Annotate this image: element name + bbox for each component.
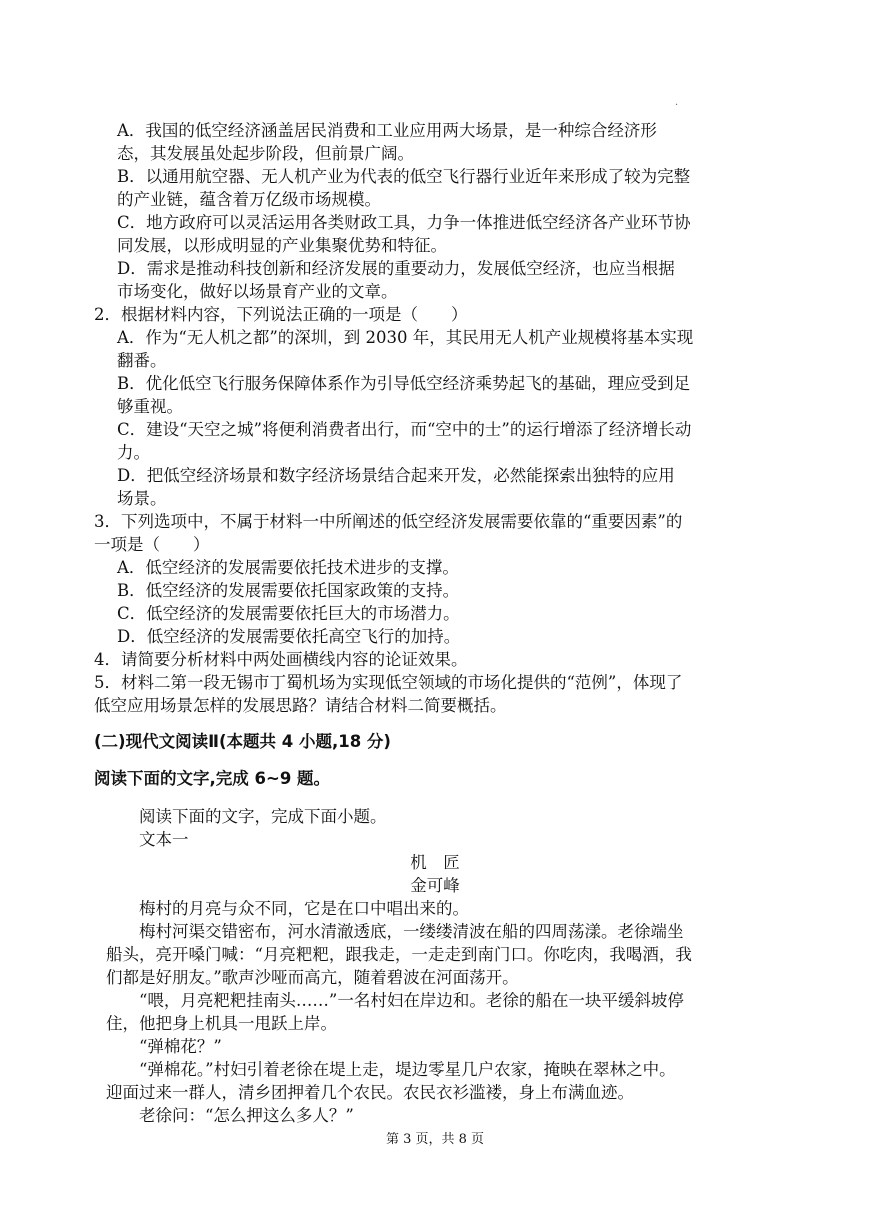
q3-option-b: B．低空经济的发展需要依托国家政策的支持。 <box>117 581 460 600</box>
q1-option-d-line2: 市场变化，做好以场景育产业的文章。 <box>117 282 398 301</box>
q3-option-d: D．低空经济的发展需要依托高空飞行的加持。 <box>117 627 461 646</box>
q2-option-b-line2: 够重视。 <box>117 397 183 416</box>
story-paragraph-6: 老徐问：“怎么押这么多人？” <box>139 1106 354 1125</box>
q2-option-a-line2: 翻番。 <box>117 351 167 370</box>
q1-option-a-line2: 态，其发展虽处起步阶段，但前景广阔。 <box>117 144 414 163</box>
q2-option-c-line1: C．建设“天空之城”将便利消费者出行，而“空中的士”的运行增添了经济增长动 <box>117 420 692 439</box>
story-author: 金可峰 <box>410 876 460 895</box>
story-paragraph-2-line2: 船头，亮开嗓门喊：“月亮粑粑，跟我走，一走走到南门口。你吃肉，我喝酒，我 <box>106 945 692 964</box>
q2-option-b-line1: B．优化低空飞行服务保障体系作为引导低空经济乘势起飞的基础，理应受到足 <box>117 374 691 393</box>
q3-stem-line1: 3．下列选项中，不属于材料一中所阐述的低空经济发展需要依靠的“重要因素”的 <box>94 512 683 531</box>
q1-option-c-line1: C．地方政府可以灵活运用各类财政工具，力争一体推进低空经济各产业环节协 <box>117 213 691 232</box>
q2-option-d-line2: 场景。 <box>117 489 167 508</box>
story-paragraph-4: “弹棉花？” <box>139 1037 222 1056</box>
story-paragraph-1: 梅村的月亮与众不同，它是在口中唱出来的。 <box>139 899 469 918</box>
q1-option-b-line1: B．以通用航空器、无人机产业为代表的低空飞行器行业近年来形成了较为完整 <box>117 167 691 186</box>
story-paragraph-5-line1: “弹棉花。”村妇引着老徐在堤上走，堤边零星几户农家，掩映在翠林之中。 <box>139 1060 676 1079</box>
scan-dot: · <box>675 100 679 111</box>
q3-option-c: C．低空经济的发展需要依托巨大的市场潜力。 <box>117 604 460 623</box>
q5-stem-line2: 低空应用场景怎样的发展思路？请结合材料二简要概括。 <box>94 696 507 715</box>
q1-option-b-line2: 的产业链，蕴含着万亿级市场规模。 <box>117 190 381 209</box>
q2-option-c-line2: 力。 <box>117 443 150 462</box>
q3-option-a: A．低空经济的发展需要依托技术进步的支撑。 <box>117 558 459 577</box>
q2-option-d-line1: D．把低空经济场景和数字经济场景结合起来开发，必然能探索出独特的应用 <box>117 466 675 485</box>
story-paragraph-2-line3: 们都是好朋友。”歌声沙哑而高亢，随着碧波在河面荡开。 <box>106 968 519 987</box>
q1-option-d-line1: D．需求是推动科技创新和经济发展的重要动力，发展低空经济，也应当根据 <box>117 259 675 278</box>
page-footer: 第 3 页，共 8 页 <box>385 1132 485 1147</box>
q1-option-a-line1: A．我国的低空经济涵盖居民消费和工业应用两大场景，是一种综合经济形 <box>117 121 657 140</box>
reading-intro: 阅读下面的文字，完成下面小题。 <box>139 807 387 826</box>
q3-stem-line2: 一项是（ ） <box>94 535 210 554</box>
story-paragraph-5-line2: 迎面过来一群人，清乡团押着几个农民。农民衣衫滥褛，身上布满血迹。 <box>106 1083 634 1102</box>
section-title: (二)现代文阅读Ⅱ(本题共 4 小题,18 分) <box>94 732 391 751</box>
q5-stem-line1: 5．材料二第一段无锡市丁蜀机场为实现低空领域的市场化提供的“范例”，体现了 <box>94 673 683 692</box>
section-instruction: 阅读下面的文字,完成 6~9 题。 <box>94 769 331 788</box>
story-title: 机 匠 <box>410 853 460 872</box>
q4-stem: 4．请简要分析材料中两处画横线内容的论证效果。 <box>94 650 468 669</box>
q2-option-a-line1: A．作为“无人机之都”的深圳，到 2030 年，其民用无人机产业规模将基本实现 <box>117 328 694 347</box>
story-paragraph-3-line1: “喂，月亮粑粑挂南头……”一名村妇在岸边和。老徐的船在一块平缓斜坡停 <box>139 991 684 1010</box>
text-label: 文本一 <box>139 830 189 849</box>
story-paragraph-2-line1: 梅村河渠交错密布，河水清澈透底，一缕缕清波在船的四周荡漾。老徐端坐 <box>139 922 684 941</box>
story-paragraph-3-line2: 住，他把身上机具一甩跃上岸。 <box>106 1014 337 1033</box>
q2-stem: 2．根据材料内容，下列说法正确的一项是（ ） <box>94 305 468 324</box>
q1-option-c-line2: 同发展，以形成明显的产业集聚优势和特征。 <box>117 236 447 255</box>
